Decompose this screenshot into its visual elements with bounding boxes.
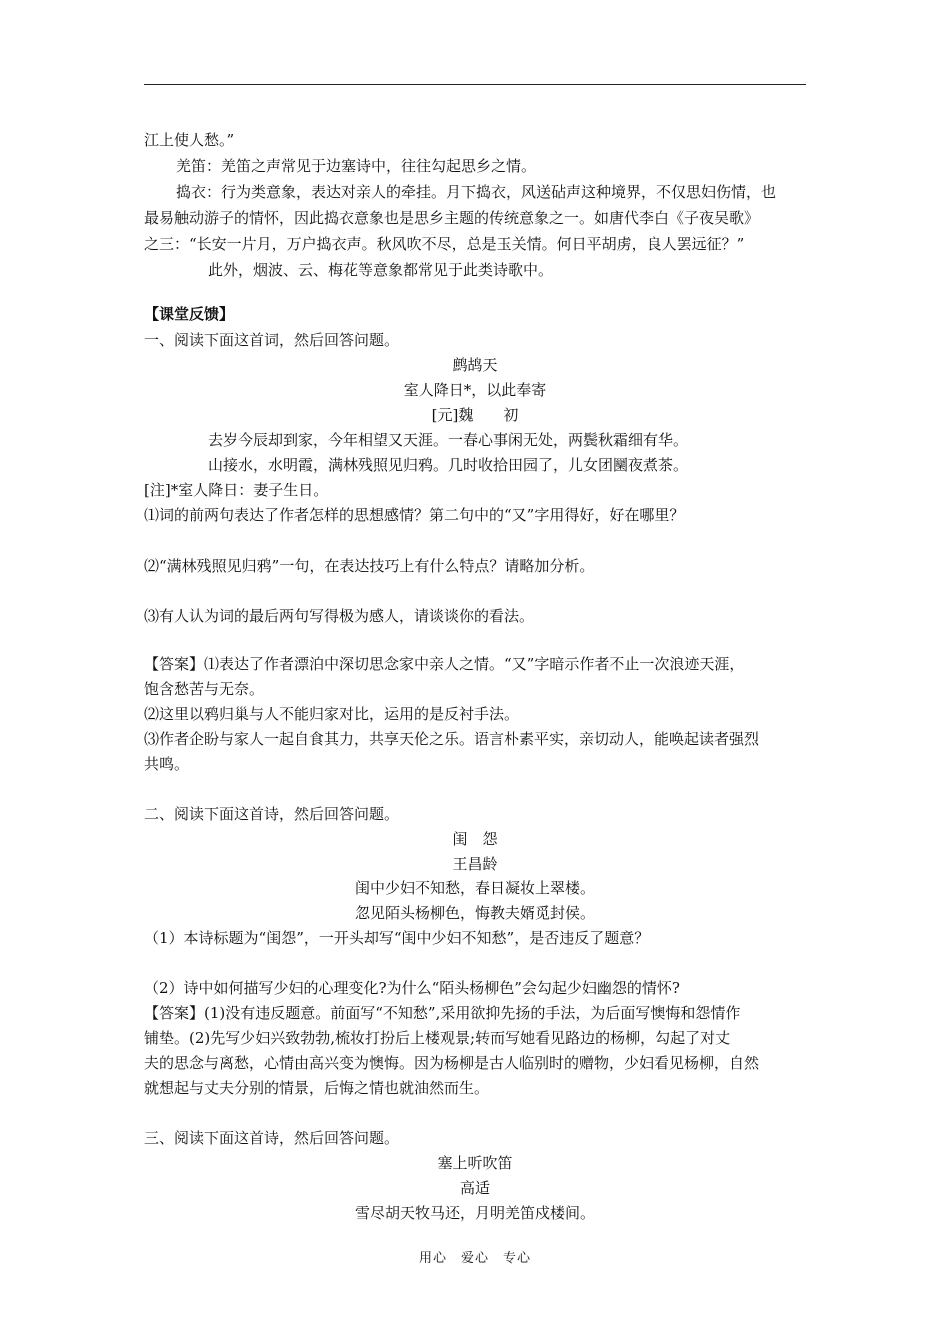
q2-question-2: （2）诗中如何描写少妇的心理变化?为什么“陌头杨柳色”会勾起少妇幽怨的情怀? (144, 979, 680, 997)
q2-poem-title: 闺 怨 (452, 830, 498, 848)
intro-line-5: 之三：“长安一片月，万户捣衣声。秋风吹不尽，总是玉关情。何日平胡虏，良人罢远征？” (144, 235, 745, 253)
q2-verse-1: 闺中少妇不知愁，春日凝妆上翠楼。 (354, 879, 595, 897)
intro-line-4: 最易触动游子的情怀，因此捣衣意象也是思乡主题的传统意象之一。如唐代李白《子夜吴歌》 (144, 209, 760, 227)
intro-line-1: 江上使人愁。” (144, 131, 235, 149)
q1-poem-subtitle: 室人降日*，以此奉寄 (403, 381, 547, 399)
q1-answer-2: ⑵这里以鸦归巢与人不能归家对比，运用的是反衬手法。 (144, 705, 520, 723)
q2-answer-4: 就想起与丈夫分别的情景，后悔之情也就油然而生。 (144, 1079, 490, 1097)
q1-prompt: 一、阅读下面这首词，然后回答问题。 (144, 331, 400, 349)
header-rule (144, 84, 806, 85)
q2-answer-1: 【答案】(1)没有违反题意。前面写“不知愁”,采用欲抑先扬的手法，为后面写懊悔和怨情作 (144, 1004, 741, 1022)
q1-note: [注]*室人降日：妻子生日。 (144, 481, 329, 499)
page-footer: 用心 爱心 专心 (418, 1251, 531, 1266)
q1-poem-title: 鹧鸪天 (452, 356, 498, 374)
q3-poem-title: 塞上听吹笛 (437, 1154, 513, 1172)
intro-line-6: 此外，烟波、云、梅花等意象都常见于此类诗歌中。 (208, 261, 554, 279)
q1-verse-1: 去岁今辰却到家，今年相望又天涯。一春心事闲无处，两鬓秋霜细有华。 (208, 431, 689, 449)
q3-verse-1: 雪尽胡天牧马还，月明羌笛戍楼间。 (354, 1204, 595, 1222)
q2-verse-2: 忽见陌头杨柳色，悔教夫婿觅封侯。 (354, 904, 595, 922)
q3-poem-author: 高适 (459, 1179, 490, 1197)
q1-question-3: ⑶有人认为词的最后两句写得极为感人，请谈谈你的看法。 (144, 607, 535, 625)
q2-poem-author: 王昌龄 (452, 855, 498, 873)
q1-answer-1-cont: 饱含愁苦与无奈。 (144, 680, 265, 698)
q1-answer-3: ⑶作者企盼与家人一起自食其力，共享天伦之乐。语言朴素平实，亲切动人，能唤起读者强烈 (144, 730, 760, 748)
section-title: 【课堂反馈】 (144, 305, 235, 323)
q2-answer-3: 夫的思念与离愁，心情由高兴变为懊悔。因为杨柳是古人临别时的赠物，少妇看见杨柳，自然 (144, 1054, 760, 1072)
intro-line-2: 羌笛：羌笛之声常见于边塞诗中，往往勾起思乡之情。 (176, 157, 537, 175)
q1-poem-author: [元]魏 初 (431, 406, 519, 424)
q1-question-2: ⑵“满林残照见归鸦”一句，在表达技巧上有什么特点？请略加分析。 (144, 557, 595, 575)
q2-prompt: 二、阅读下面这首诗，然后回答问题。 (144, 805, 400, 823)
q1-answer-1: 【答案】⑴表达了作者漂泊中深切思念家中亲人之情。“又”字暗示作者不止一次浪迹天涯， (144, 655, 745, 673)
q1-question-1: ⑴词的前两句表达了作者怎样的思想感情？第二句中的“又”字用得好，好在哪里？ (144, 506, 685, 524)
q1-verse-2: 山接水，水明霞，满林残照见归鸦。几时收拾田园了，儿女团圞夜煮茶。 (208, 456, 689, 474)
intro-line-3: 捣衣：行为类意象，表达对亲人的牵挂。月下捣衣，风送砧声这种境界，不仅思妇伤情，也 (176, 183, 777, 201)
q3-prompt: 三、阅读下面这首诗，然后回答问题。 (144, 1129, 400, 1147)
q2-question-1: （1）本诗标题为“闺怨”，一开头却写“闺中少妇不知愁”，是否违反了题意？ (144, 929, 650, 947)
q2-answer-2: 铺垫。(2)先写少妇兴致勃勃,梳妆打扮后上楼观景;转而写她看见路边的杨柳，勾起了对丈 (144, 1029, 731, 1047)
q1-answer-3-cont: 共鸣。 (144, 755, 190, 773)
